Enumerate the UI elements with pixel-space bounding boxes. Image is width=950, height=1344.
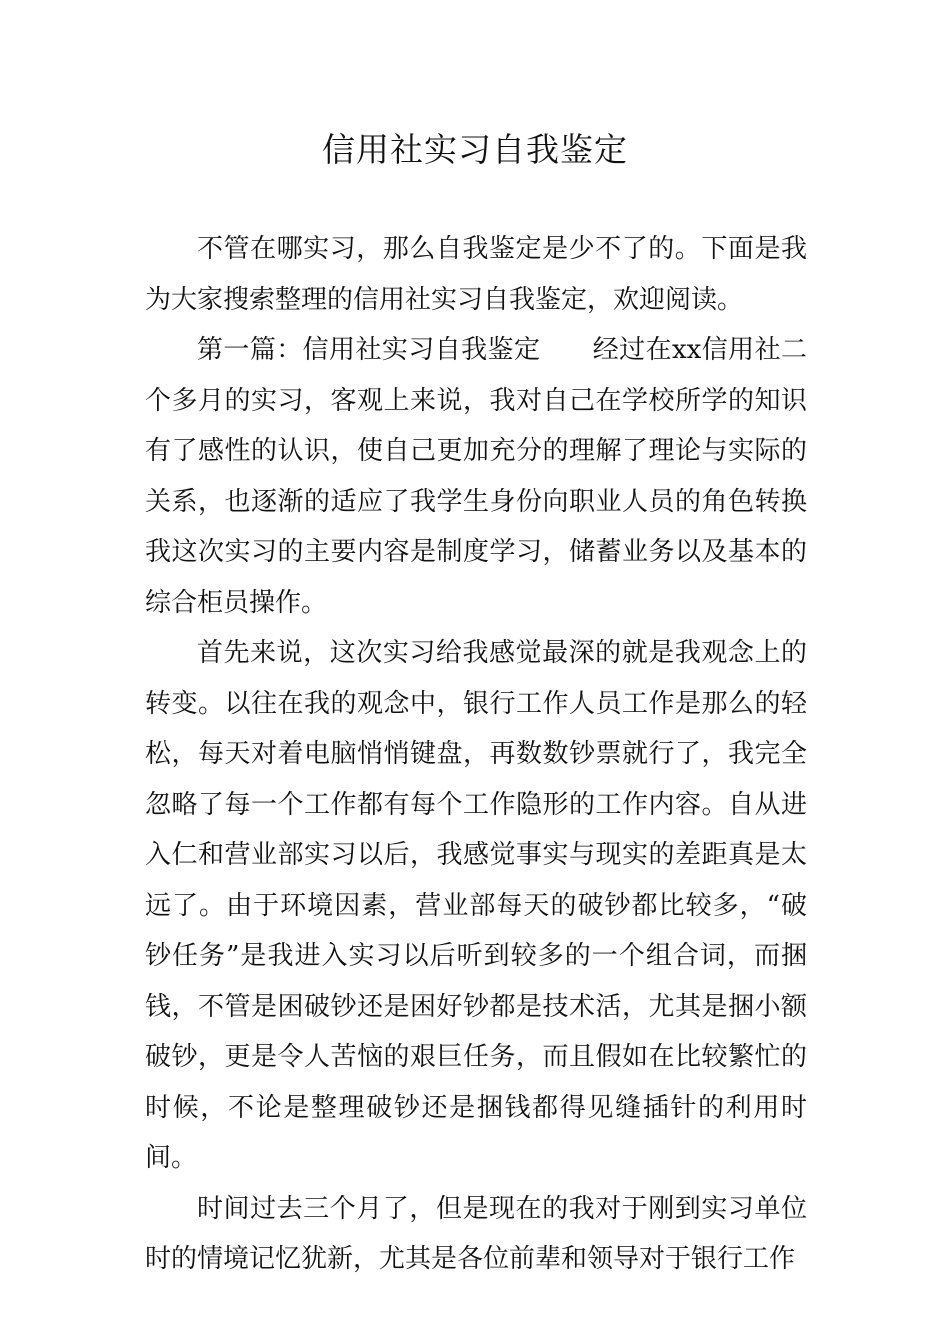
paragraph-time-passed [145, 1184, 807, 1285]
document-title: 信用社实习自我鉴定 [322, 130, 628, 169]
document-body [145, 224, 807, 1285]
paragraph-intro [145, 224, 807, 325]
section-heading: 第一篇：信用社实习自我鉴定 [197, 335, 541, 365]
paragraph-text: 经过在xx信用社二个多月的实习，客观上来说，我对自己在学校所学的知识有了感性的认识，使自己更加充分的理解了理论与实际的关系，也逐渐的适应了我学生身份向职业人员的角色转换我这次实习的主要内容是制度学习，储蓄业务以及基本的综合柜员操作。 [145, 335, 807, 618]
paragraph-text: 首先来说，这次实习给我感觉最深的就是我观念上的转变。以往在我的观念中，银行工作人员工作是那么的轻松，每天对着电脑悄悄键盘，再数数钞票就行了，我完全忽略了每一个工作都有每个工作隐形的工作内容。自从进入仁和营业部实习以后，我感觉事实与现实的差距真是太远了。由于环境因素，营业部每天的破钞都比较多，“破钞任务”是我进入实习以后听到较多的一个组合词，而捆钱，不管是困破钞还是困好钞都是技术活，尤其是捆小额破钞，更是令人苦恼的艰巨任务，而且假如在比较繁忙的时候，不论是整理破钞还是捆钱都得见缝插针的利用时间。 [145, 638, 807, 1173]
paragraph-text: 时间过去三个月了，但是现在的我对于刚到实习单位时的情境记忆犹新，尤其是各位前辈和领导对于银行工作 [145, 1193, 807, 1274]
paragraph-first-article [145, 325, 807, 628]
paragraph-first-point [145, 628, 807, 1184]
paragraph-text: 不管在哪实习，那么自我鉴定是少不了的。下面是我为大家搜索整理的信用社实习自我鉴定，欢迎阅读。 [145, 234, 807, 315]
